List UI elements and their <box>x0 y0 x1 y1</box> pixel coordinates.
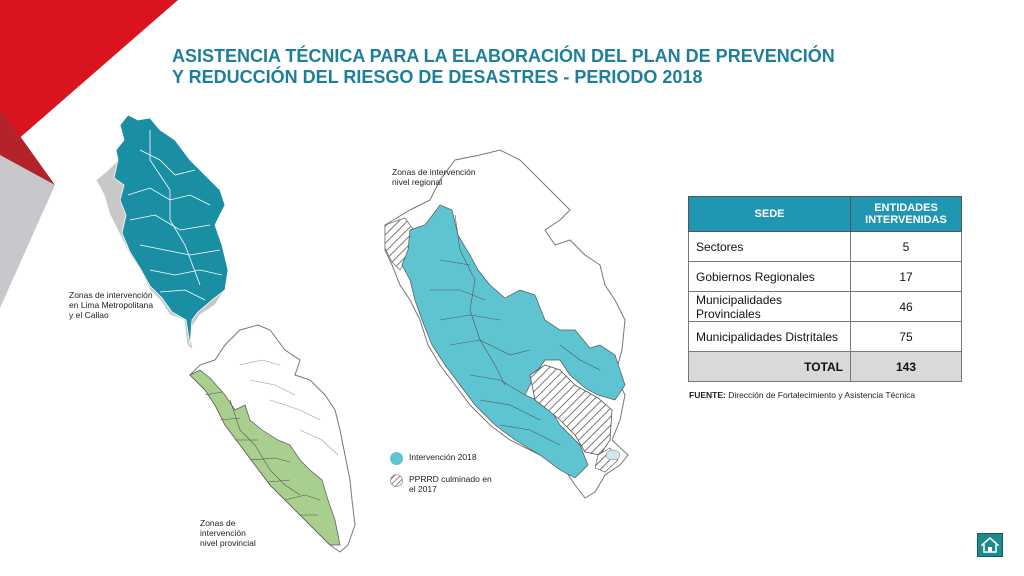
home-button[interactable] <box>977 533 1003 557</box>
row-sede: Municipalidades Distritales <box>689 322 851 352</box>
regional-map-label: Zonas de intervención nivel regional <box>392 167 476 187</box>
row-sede: Municipalidades Provinciales <box>689 292 851 322</box>
row-sede: Gobiernos Regionales <box>689 262 851 292</box>
row-value: 75 <box>851 322 962 352</box>
legend-culminado <box>390 474 492 494</box>
legend-culminado-label: PPRRD culminado en el 2017 <box>409 474 492 494</box>
legend-intervencion <box>390 452 477 465</box>
table-row <box>689 292 962 322</box>
row-value: 5 <box>851 232 962 262</box>
row-sede: Sectores <box>689 232 851 262</box>
table-row <box>689 322 962 352</box>
source-text: Dirección de Fortalecimiento y Asistencia Técnica <box>725 390 916 400</box>
legend-teal-swatch <box>390 452 403 465</box>
table-header-row <box>689 197 962 232</box>
header-entidades: ENTIDADES INTERVENIDAS <box>851 197 962 232</box>
source-prefix: FUENTE: <box>689 390 726 400</box>
summary-table <box>688 196 962 382</box>
title-line-2: Y REDUCCIÓN DEL RIESGO DE DESASTRES - PERIODO 2018 <box>172 67 703 87</box>
table-row <box>689 232 962 262</box>
legend-hatch-swatch <box>390 474 403 487</box>
provincial-map-label: Zonas de intervención nivel provincial <box>200 518 256 548</box>
lima-map-label: Zonas de intervención en Lima Metropolitana y el Callao <box>69 290 154 320</box>
total-label: TOTAL <box>689 352 851 382</box>
title-line-1: ASISTENCIA TÉCNICA PARA LA ELABORACIÓN DEL PLAN DE PREVENCIÓN <box>172 46 835 66</box>
legend-intervencion-label: Intervención 2018 <box>409 452 477 462</box>
row-value: 46 <box>851 292 962 322</box>
row-value: 17 <box>851 262 962 292</box>
source-note <box>689 390 915 400</box>
total-value: 143 <box>851 352 962 382</box>
table-row <box>689 262 962 292</box>
table-total-row <box>689 352 962 382</box>
home-icon <box>981 537 999 553</box>
regional-map <box>385 150 628 498</box>
header-sede: SEDE <box>689 197 851 232</box>
